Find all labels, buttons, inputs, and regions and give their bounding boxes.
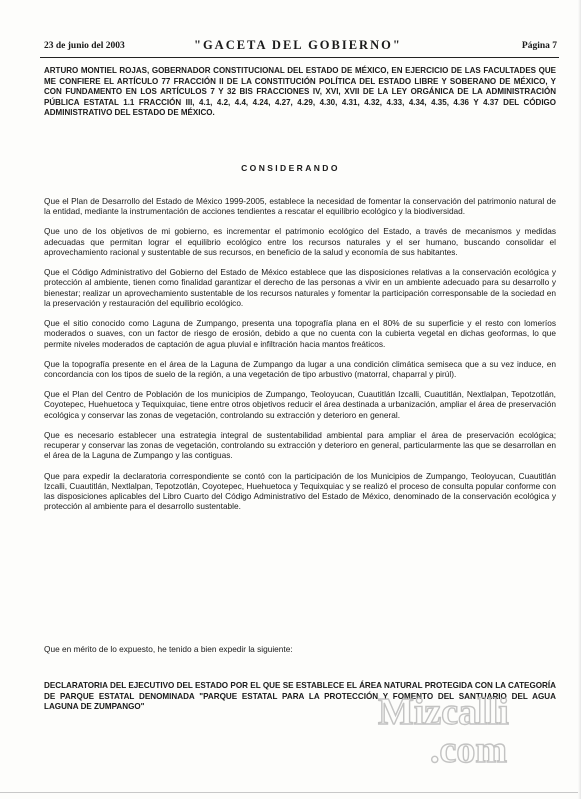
paragraph: Que uno de los objetivos de mi gobierno, es incrementar el patrimonio ecológico del Estado, a través de mecanismos y medidas adecuadas que permitan lograr el equilibrio ecológico entre los recursos naturales y el ser humano, buscando consolidar el aprovechamiento racional y sustentable de sus recursos, en beneficio de la salud y economía de sus habitantes.: [44, 226, 556, 257]
page-header: [44, 38, 557, 54]
watermark-logo: [360, 688, 575, 768]
preamble-text: ARTURO MONTIEL ROJAS, GOBERNADOR CONSTITUCIONAL DEL ESTADO DE MÉXICO, EN EJERCICIO DE LAS FACULTADES QUE ME CONFIERE EL ARTÍCULO 77 FRACCIÓN II DE LA CONSTITUCIÓN POLÍTICA DEL ESTADO LIBRE Y SOBERANO DE MÉXICO, Y CON FUNDAMENTO EN LOS ARTÍCULOS 7 Y 32 BIS FRACCIONES IV, XVI, XVII DE LA LEY ORGÁNICA DE LA ADMINISTRACIÓN PÚBLICA ESTATAL 1.1 FRACCIÓN III, 4.1, 4.2, 4.4, 4.24, 4.27, 4.29, 4.30, 4.31, 4.32, 4.33, 4.34, 4.35, 4.36 Y 4.37 DEL CÓDIGO ADMINISTRATIVO DEL ESTADO DE MÉXICO.: [44, 66, 556, 118]
site-watermark: [360, 688, 575, 768]
paragraph: Que el sitio conocido como Laguna de Zumpango, presenta una topografía plana en el 80% de su superficie y el resto con lomeríos moderados o suaves, con un factor de riesgo de erosión, debido a que no cuenta con la cubierta vegetal en dichas geoformas, lo que permite niveles moderados de captación de agua pluvial e infiltración hacia mantos freáticos.: [44, 318, 556, 349]
paragraph: Que para expedir la declaratoria correspondiente se contó con la participación de los Municipios de Zumpango, Teoloyucan, Cuautitlán Izcalli, Cuautitlán, Nextlalpan, Tepotzotlán, Coyotepec, Huehuetoca y Tequixquiac y se realizó el proceso de consulta popular conforme con las disposiciones aplicables del Libro Cuarto del Código Administrativo del Estado de México, denominado de la conservación ecológica y protección al ambiente para el desarrollo sustentable.: [44, 470, 556, 512]
header-title: "GACETA DEL GOBIERNO": [194, 38, 402, 52]
declaratoria-title: DECLARATORIA DEL EJECUTIVO DEL ESTADO POR EL QUE SE ESTABLECE EL ÁREA NATURAL PROTEGIDA CON LA CATEGORÍA DE PARQUE ESTATAL DENOMINADA "PARQUE ESTATAL PARA LA PROTECCIÓN Y FOMENTO DEL SANTUARIO DEL AGUA LAGUNA DE ZUMPANGO": [44, 681, 556, 712]
header-rule: [40, 57, 559, 58]
considerando-body: [44, 196, 556, 522]
paragraph: Que el Código Administrativo del Gobierno del Estado de México establece que las disposiciones relativas a la conservación ecológica y protección al ambiente, tienen como finalidad garantizar el derecho de las personas a vivir en un ambiente adecuado para su desarrollo y bienestar; realizar un aprovechamiento sustentable de los recursos naturales y fomentar la participación corresponsable de la sociedad en la preservación y restauración del equilibrio ecológico.: [44, 267, 556, 308]
watermark-line-2: .com: [430, 729, 508, 768]
closing-statement: Que en mérito de lo expuesto, he tenido a bien expedir la siguiente:: [44, 644, 293, 654]
section-heading: CONSIDERANDO: [241, 163, 340, 173]
watermark-line-1: Mizcalli: [378, 691, 509, 733]
paragraph: Que el Plan de Desarrollo del Estado de México 1999-2005, establece la necesidad de fomentar la conservación del patrimonio natural de la entidad, mediante la instrumentación de acciones tendientes a rescatar el equilibrio ecológico y la biodiversidad.: [44, 196, 556, 217]
paragraph: Que la topografía presente en el área de la Laguna de Zumpango da lugar a una condición climática semiseca que a su vez induce, en concordancia con los tipos de suelo de la región, a una vegetación de tipo arbustivo (matorral, chaparral y pirúl).: [44, 358, 556, 380]
header-page-number: Página 7: [521, 41, 557, 51]
header-date: 23 de junio del 2003: [44, 41, 125, 51]
paragraph: Que es necesario establecer una estrategia integral de sustentabilidad ambiental para ampliar el área de preservación ecológica; recuperar y conservar las zonas de vegetación, controlando su extracción y deterioro en general, particularmente las que se desarrollan en el área de la Laguna de Zumpango y las contiguas.: [44, 429, 556, 461]
paragraph: Que el Plan del Centro de Población de los municipios de Zumpango, Teoloyucan, Cuautitlán Izcalli, Cuautitlán, Nextlalpan, Tepotzotlán, Coyotepec, Huehuetoca y Tequixquiac, tiene entre otros objetivos reducir el área destinada a urbanización, ampliar el área de preservación ecológica y conservar las zonas de vegetación, controlando su extracción y deterioro en general.: [44, 389, 556, 420]
page-bottom-edge: [0, 792, 581, 793]
